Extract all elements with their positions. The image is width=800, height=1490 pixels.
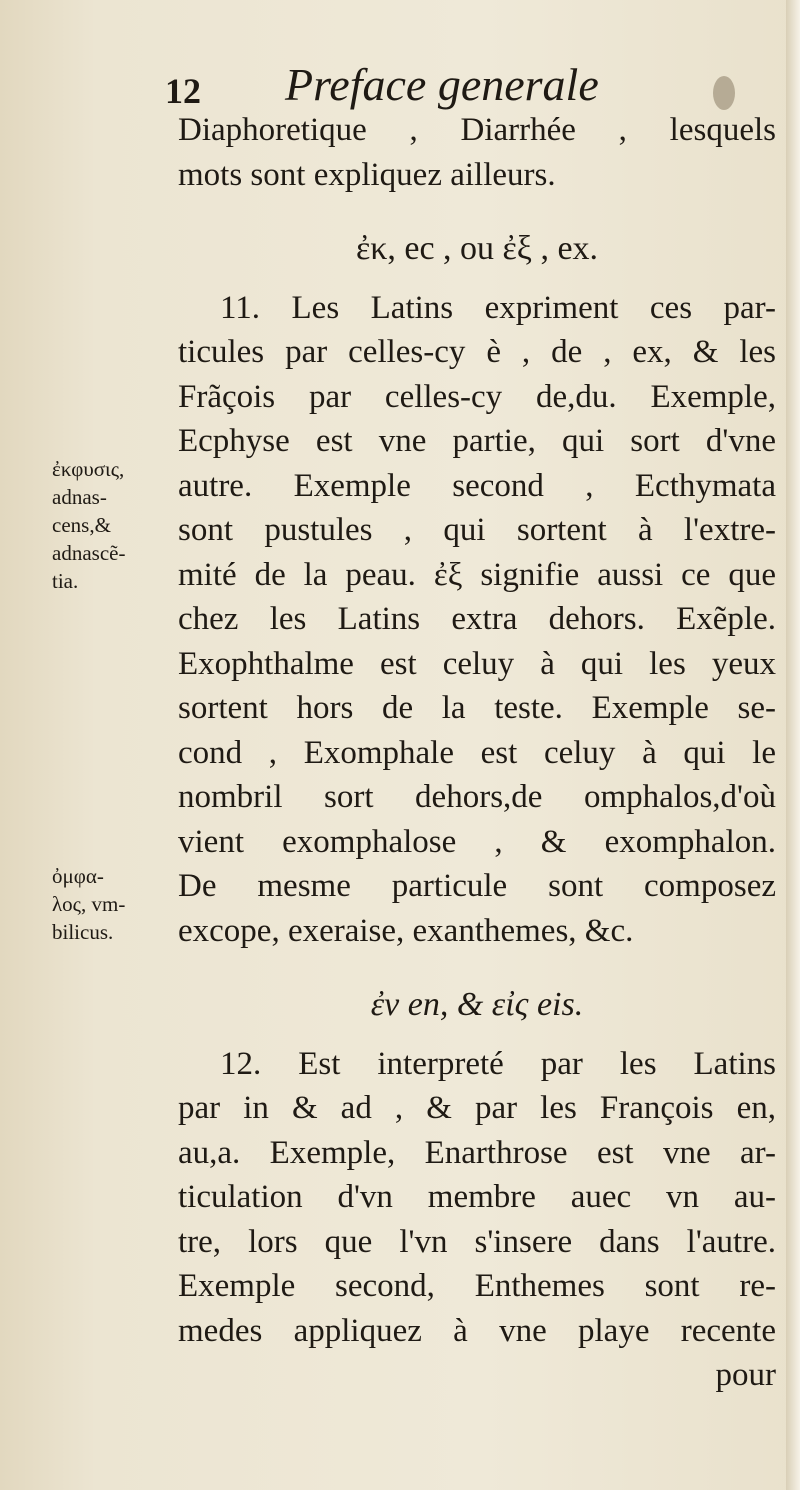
text-line: au,a. Exemple, Enarthrose est vne ar-: [178, 1134, 776, 1171]
text-line: Exophthalme est celuy à qui les yeux: [178, 645, 776, 682]
page-edge: [786, 0, 800, 1490]
text-line: ticules par celles-cy è , de , ex, & les: [178, 334, 776, 370]
margin-note-line: adnascẽ-: [52, 541, 126, 565]
text-line: tre, lors que l'vn s'insere dans l'autre.: [178, 1223, 776, 1260]
text-line: cond , Exomphale est celuy à qui le: [178, 734, 776, 771]
text-line: par in & ad , & par les François en,: [178, 1090, 776, 1126]
page-number: 12: [165, 71, 201, 111]
text-line: vient exomphalose , & exomphalon.: [178, 823, 776, 860]
text-line: mots sont expliquez ailleurs.: [178, 156, 556, 193]
margin-note-line: tia.: [52, 569, 79, 593]
margin-note-line: λος, vm-: [52, 892, 126, 916]
main-text: [178, 108, 776, 1398]
text-line: 11. Les Latins expriment ces par-: [220, 289, 776, 326]
text-line: medes appliquez à vne playe recente: [178, 1312, 776, 1349]
section-heading: ἐκ, ec , ou ἐξ , ex.: [355, 230, 599, 267]
margin-note-omphalos: [52, 862, 172, 946]
text-line: chez les Latins extra dehors. Exẽple.: [178, 601, 776, 637]
text-line: Diaphoretique , Diarrhée , lesquels: [178, 112, 776, 148]
text-line: Exemple second, Enthemes sont re-: [178, 1268, 776, 1304]
text-line: excope, exeraise, exanthemes, &c.: [178, 912, 634, 949]
text-line: sortent hors de la teste. Exemple se-: [178, 690, 776, 726]
margin-note-line: bilicus.: [52, 920, 114, 944]
catchword: pour: [715, 1357, 776, 1393]
text-line: ticulation d'vn membre auec vn au-: [178, 1179, 776, 1215]
ink-stain: [713, 76, 735, 110]
margin-note-line: cens,&: [52, 513, 111, 537]
running-title: Preface generale: [285, 59, 599, 110]
margin-note-line: adnas-: [52, 485, 107, 509]
margin-note-line: ἐκφυσις,: [52, 457, 125, 481]
text-line: 12. Est interpreté par les Latins: [220, 1045, 776, 1082]
section-heading: ἐν en, & εἰς eis.: [370, 986, 584, 1023]
text-line: Frãçois par celles-cy de,du. Exemple,: [178, 378, 776, 415]
text-line: nombril sort dehors,de omphalos,d'où: [178, 779, 776, 815]
text-line: De mesme particule sont composez: [178, 868, 776, 904]
text-line: mité de la peau. ἐξ signifie aussi ce que: [178, 556, 776, 593]
margin-note-ekphysis: [52, 455, 172, 595]
text-line: Ecphyse est vne partie, qui sort d'vne: [178, 423, 776, 459]
text-line: autre. Exemple second , Ecthymata: [178, 467, 776, 504]
text-line: sont pustules , qui sortent à l'extre-: [178, 512, 776, 548]
margin-note-line: ὀμφα-: [52, 864, 104, 888]
